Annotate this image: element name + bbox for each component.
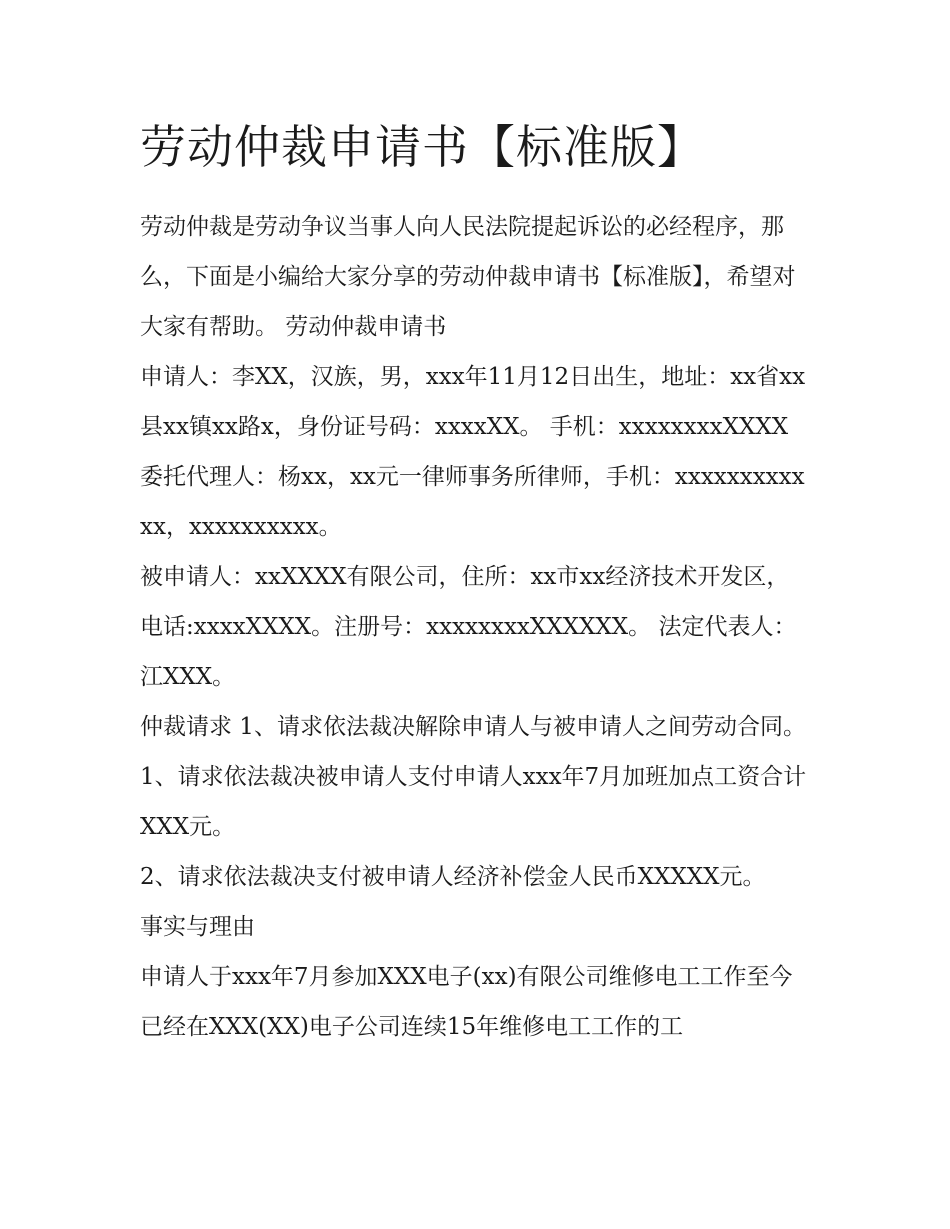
claim-2-paragraph: 2、请求依法裁决支付被申请人经济补偿金人民币XXXXX元。 — [140, 864, 766, 890]
facts-heading: 事实与理由 — [140, 914, 255, 940]
agent-paragraph: 委托代理人：杨xx，xx元一律师事务所律师，手机：xxxxxxxxxxxx，xxxxxxxxxx。 — [140, 464, 805, 540]
document-title: 劳动仲裁申请书【标准版】 — [140, 120, 704, 174]
claims-paragraph: 仲裁请求 1、请求依法裁决解除申请人与被申请人之间劳动合同。 1、请求依法裁决被申请人支付申请人xxx年7月加班加点工资合计XXX元。 — [140, 714, 807, 840]
document-page — [140, 112, 812, 1052]
facts-paragraph: 申请人于xxx年7月参加XXX电子(xx)有限公司维修电工工作至今已经在XXX(XX)电子公司连续15年维修电工工作的工 — [140, 964, 793, 1040]
intro-paragraph: 劳动仲裁是劳动争议当事人向人民法院提起诉讼的必经程序，那么，下面是小编给大家分享的劳动仲裁申请书【标准版】，希望对大家有帮助。 劳动仲裁申请书 — [140, 214, 796, 340]
respondent-paragraph: 被申请人：xxXXXX有限公司，住所：xx市xx经济技术开发区，电话:xxxxXXXX。注册号：xxxxxxxxXXXXXX。 法定代表人：江XXX。 — [140, 564, 797, 690]
applicant-paragraph: 申请人：李XX，汉族，男，xxx年11月12日出生，地址：xx省xx县xx镇xx路x，身份证号码：xxxxXX。 手机：xxxxxxxxXXXX — [140, 364, 806, 440]
